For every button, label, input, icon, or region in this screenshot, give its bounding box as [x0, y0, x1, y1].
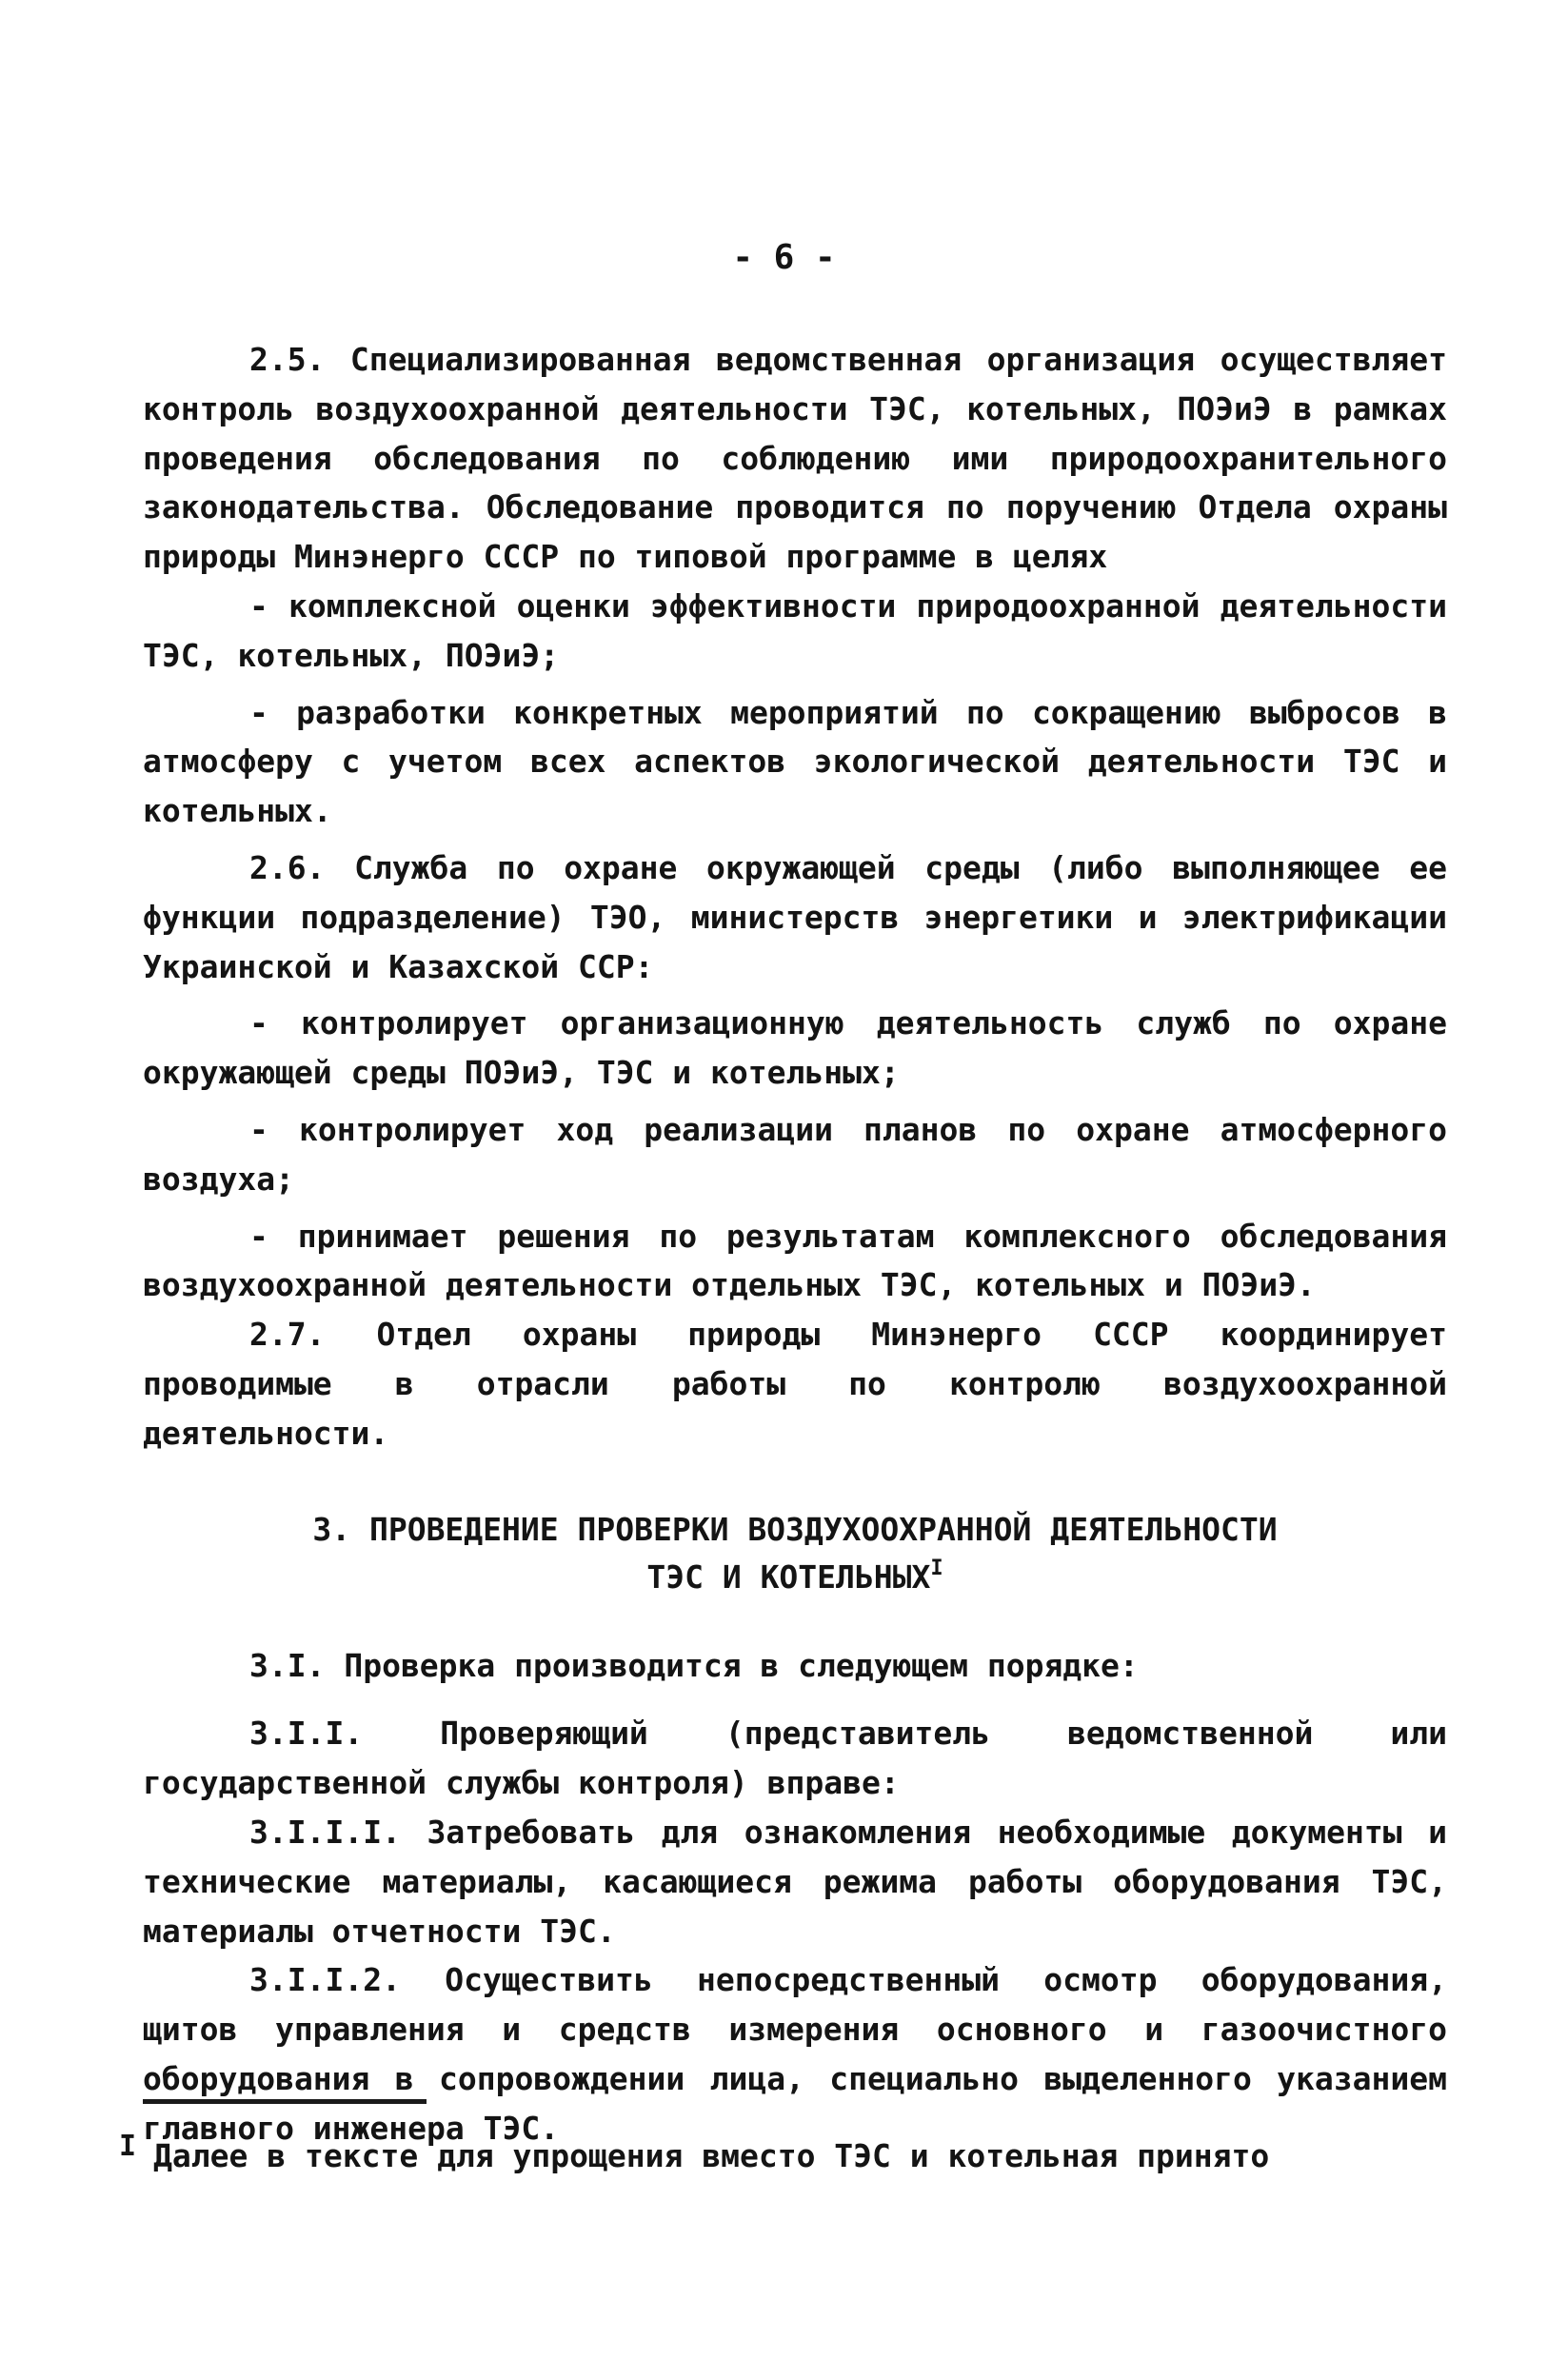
footnote-separator-rule — [143, 2099, 427, 2104]
footnote — [119, 2123, 1452, 2180]
list-item-complex-evaluation: - комплексной оценки эффективности природоохранной деятельности ТЭС, котельных, ПОЭиЭ; — [143, 586, 1447, 674]
section-title-line-2 — [143, 1554, 1447, 1601]
footnote-number: I — [119, 2130, 137, 2163]
section-3-title — [143, 1506, 1447, 1601]
section-title-line-2-text: ТЭС И КОТЕЛЬНЫХ — [646, 1557, 931, 1596]
paragraph-2-6: 2.6. Служба по охране окружающей среды (либо выполняющее ее функции подразделение) ТЭО, министерств энергетики и электрификации Украинской и Казахской ССР: — [143, 848, 1447, 985]
paragraph-3-1: 3.I. Проверка производится в следующем порядке: — [249, 1646, 1139, 1684]
paragraph-2-7: 2.7. Отдел охраны природы Минэнерго СССР координирует проводимые в отрасли работы по контролю воздухоохранной деятельности. — [143, 1316, 1447, 1452]
list-item-controls-plans: - контролирует ход реализации планов по охране атмосферного воздуха; — [143, 1110, 1447, 1198]
paragraph-3-1-1-1: 3.I.I.I. Затребовать для ознакомления необходимые документы и технические материалы, касающиеся режима работы оборудования ТЭС, материалы отчетности ТЭС. — [143, 1813, 1447, 1950]
paragraph-3-1-1: 3.I.I. Проверяющий (представитель ведомственной или государственной службы контроля) вправе: — [143, 1715, 1447, 1802]
footnote-text: Далее в тексте для упрощения вместо ТЭС и котельная принято — [153, 2137, 1270, 2174]
body-text — [143, 335, 1447, 2153]
page-number: - 6 - — [732, 238, 836, 277]
paragraph-3-1-1-2: 3.I.I.2. Осуществить непосредственный осмотр оборудования, щитов управления и средств измерения основного и газоочистного оборудования в сопровождении лица, специально выделенного указанием главного инженера ТЭС. — [143, 1961, 1447, 2147]
paragraph-2-5: 2.5. Специализированная ведомственная организация осуществляет контроль воздухоохранной деятельности ТЭС, котельных, ПОЭиЭ в рамках проведения обследования по соблюдению ими природоохранительного законодательства. Обследование проводится по поручению Отдела охраны природы Минэнерго СССР по типовой программе в целях — [143, 341, 1447, 576]
list-item-measures-development: - разработки конкретных мероприятий по сокращению выбросов в атмосферу с учетом всех аспектов экологической деятельности ТЭС и котельных. — [143, 693, 1447, 830]
footnote-reference-mark: I — [930, 1556, 943, 1580]
section-title-line-1: 3. ПРОВЕДЕНИЕ ПРОВЕРКИ ВОЗДУХООХРАННОЙ ДЕЯТЕЛЬНОСТИ — [312, 1510, 1278, 1548]
list-item-controls-organization: - контролирует организационную деятельность служб по охране окружающей среды ПОЭиЭ, ТЭС и котельных; — [143, 1004, 1447, 1092]
list-item-makes-decisions: - принимает решения по результатам комплексного обследования воздухоохранной деятельности отдельных ТЭС, котельных и ПОЭиЭ. — [143, 1217, 1447, 1304]
